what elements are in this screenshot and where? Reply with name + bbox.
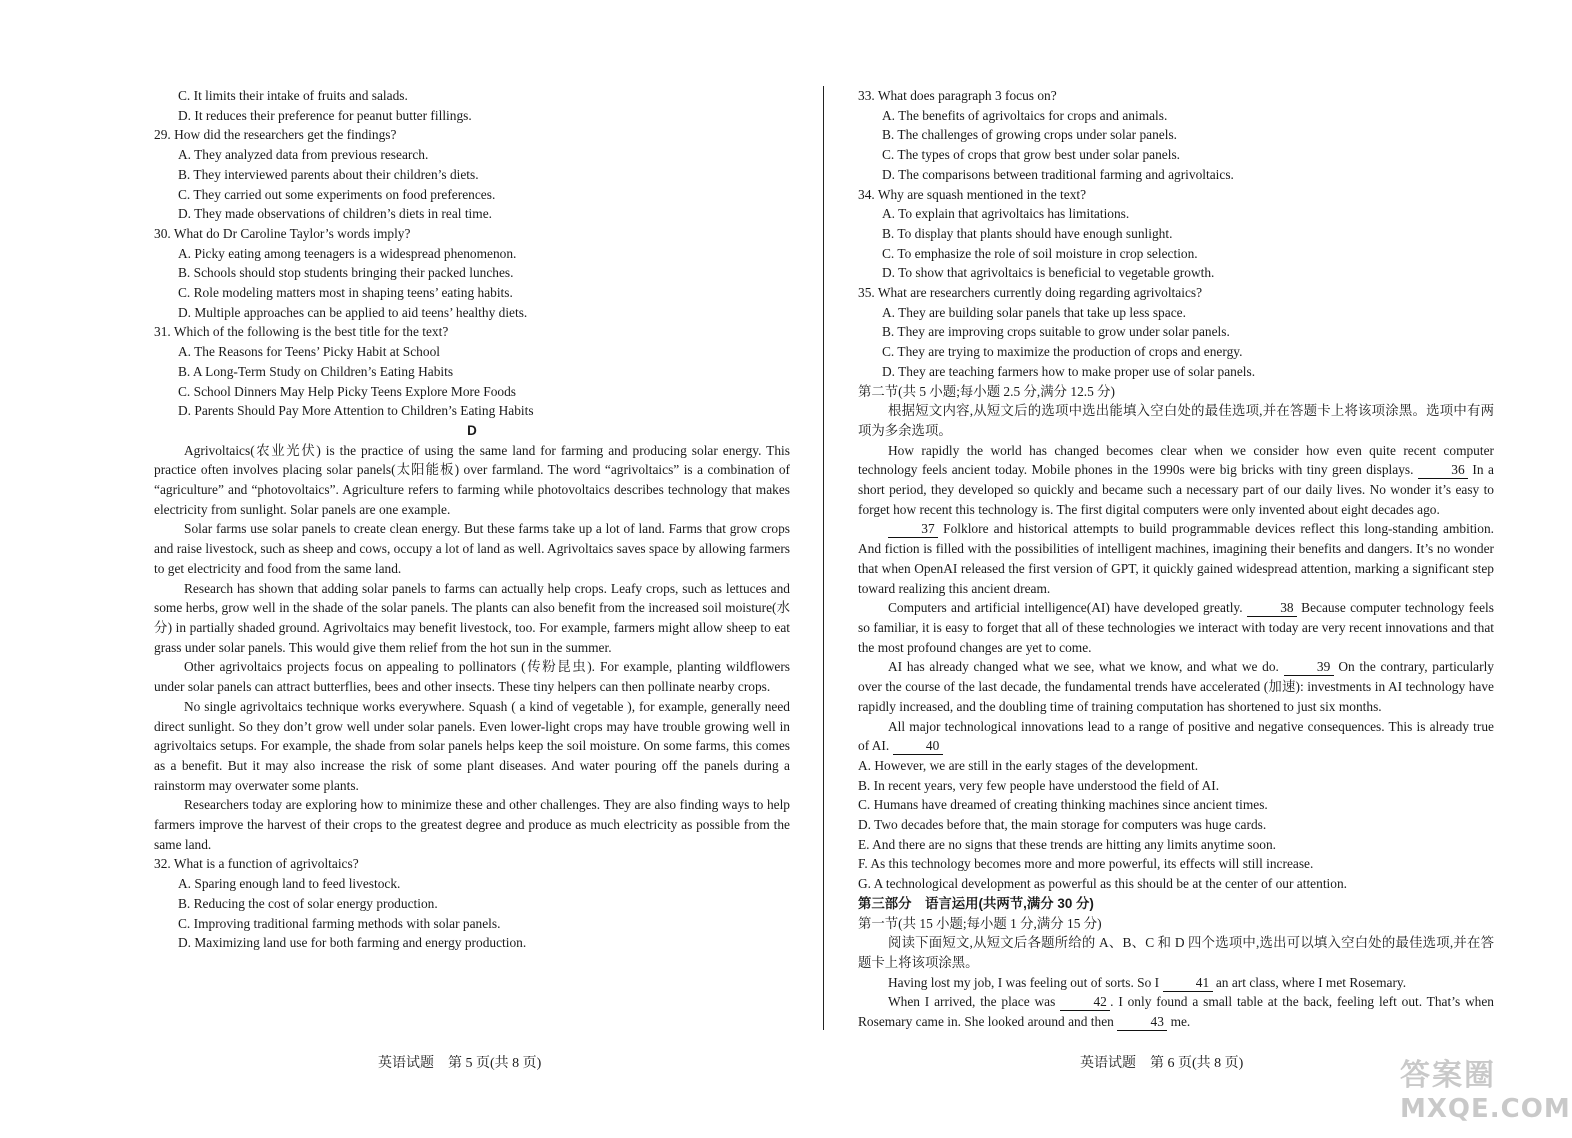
q35-stem: 35. What are researchers currently doing regarding agrivoltaics? [858,285,1203,301]
cloze-text: On the contrary, particularly over the course of the last decade, the fundamental trends have accelerated (加速): investments in AI technology have rapidly increased, and the doubling time of training computation has shortened to just six months. [858,659,1494,714]
cloze-paragraph-2 [858,519,1494,598]
footer-page-6: 英语试题 第 6 页(共 8 页) [1080,1056,1244,1071]
q29-option-b: B. They interviewed parents about their children’s diets. [178,166,479,182]
cloze-text: Computers and artificial intelligence(AI) have developed greatly. [888,600,1243,616]
cloze-text: All major technological innovations lead to a range of positive and negative consequences. This is already true of AI. [858,718,1494,754]
blank-37[interactable]: 37 [888,521,938,538]
q31-stem: 31. Which of the following is the best title for the text? [154,324,449,340]
q31-option-c: C. School Dinners May Help Picky Teens Explore More Foods [178,383,517,399]
cloze-text: Folklore and historical attempts to build programmable devices reflect this long-standing ambition. And fiction is filled with the possibilities of intelligent machines, imagining their benefits and dangers. It’s no wonder that when OpenAI released the first version of GPT, it quickly gained widespread attention, marking a significant step toward realizing this ancient dream. [858,521,1494,596]
q29-option-a: A. They analyzed data from previous research. [178,147,429,163]
q34-option-b: B. To display that plants should have enough sunlight. [882,225,1173,241]
q34-option-a: A. To explain that agrivoltaics has limitations. [882,206,1130,222]
q33-option-c: C. The types of crops that grow best under solar panels. [882,147,1181,163]
blank-41[interactable]: 41 [1163,975,1213,992]
watermark-url: MXQE.COM [1400,1094,1571,1124]
q31-option-a: A. The Reasons for Teens’ Picky Habit at School [178,344,440,360]
q33-stem: 33. What does paragraph 3 focus on? [858,88,1057,103]
q31-option-d: D. Parents Should Pay More Attention to Children’s Eating Habits [178,403,534,419]
cloze-text: Having lost my job, I was feeling out of sorts. So I [888,974,1160,990]
blank-42[interactable]: 42 [1060,994,1110,1011]
cloze-paragraph-4 [858,657,1494,716]
blank-38[interactable]: 38 [1247,600,1297,617]
q35-option-a: A. They are building solar panels that take up less space. [882,304,1186,320]
q30-option-b: B. Schools should stop students bringing their packed lunches. [178,265,514,281]
q30-option-c: C. Role modeling matters most in shaping teens’ eating habits. [178,285,513,301]
passage-d-paragraph: Solar farms use solar panels to create clean energy. But these farms take up a lot of land. Farms that grow crops and raise livestock, such as sheep and cows, occupy a lot of land as well. Agrivoltaics saves space by allowing farmers to get electricity and food from the same land. [154,521,790,576]
q31-option-b: B. A Long-Term Study on Children’s Eating Habits [178,363,454,379]
q35-option-c: C. They are trying to maximize the production of crops and energy. [882,344,1243,360]
q29-option-c: C. They carried out some experiments on food preferences. [178,186,496,202]
section2-option-b: B. In recent years, very few people have understood the field of AI. [858,777,1220,793]
blank-36[interactable]: 36 [1418,462,1468,479]
passage-d-paragraph: No single agrivoltaics technique works everywhere. Squash ( a kind of vegetable ), for example, generally need direct sunlight. So they don’t grow well under solar panels. Even lower-light crops may have trouble growing well in agrivoltaics setups. For example, the shade from solar panels helps keep the soil moisture. On some farms, this comes as a benefit. But it may also increase the risk of some plant diseases. And water pouring off the panels during a rainstorm may overwater some plants. [154,698,790,793]
q34-option-c: C. To emphasize the role of soil moisture in crop selection. [882,245,1198,261]
right-page [858,86,1494,1032]
blank-43[interactable]: 43 [1117,1014,1167,1031]
section2-option-f: F. As this technology becomes more and more powerful, its effects will still increase. [858,856,1314,872]
section2-option-d: D. Two decades before that, the main storage for computers was huge cards. [858,817,1267,833]
page-divider [823,86,824,1030]
q34-option-d: D. To show that agrivoltaics is beneficial to vegetable growth. [882,265,1215,281]
part3-subtitle: 第一节(共 15 小题;每小题 1 分,满分 15 分) [858,915,1102,931]
cloze-paragraph-3 [858,598,1494,657]
cloze-text: Because computer technology feels so familiar, it is easy to forget that all of these technologies we interact with today are very recent innovations and that the most profound changes are yet to come. [858,600,1494,655]
passage-d-paragraph: Other agrivoltaics projects focus on appealing to pollinators (传粉昆虫). For example, planting wildflowers under solar panels can attract butterflies, bees and other insects. These tiny helpers can then pollinate nearby crops. [154,659,790,695]
q30-option-a: A. Picky eating among teenagers is a widespread phenomenon. [178,245,517,261]
q29-option-d: D. They made observations of children’s diets in real time. [178,206,492,222]
cloze-text: When I arrived, the place was [888,994,1056,1010]
q35-option-d: D. They are teaching farmers how to make proper use of solar panels. [882,363,1256,379]
q33-option-d: D. The comparisons between traditional farming and agrivoltaics. [882,166,1234,182]
passage-d-heading: D [467,422,477,438]
passage-d-paragraph: Researchers today are exploring how to minimize these and other challenges. They are also finding ways to help farmers improve the harvest of their crops to the greatest degree and produce as much electricity as possible from the same land. [154,797,790,852]
q30-option-d: D. Multiple approaches can be applied to aid teens’ healthy diets. [178,304,528,320]
cloze2-line-1 [858,973,1494,993]
blank-39[interactable]: 39 [1284,659,1334,676]
cloze-text: AI has already changed what we see, what we know, and what we do. [888,659,1279,675]
q28-option-d: D. It reduces their preference for peanut butter fillings. [178,107,472,123]
watermark-text: 答案圈 [1400,1058,1496,1093]
section2-option-a: A. However, we are still in the early stages of the development. [858,757,1199,773]
cloze-text: an art class, where I met Rosemary. [1215,974,1407,990]
section2-option-c: C. Humans have dreamed of creating thinking machines since ancient times. [858,797,1268,813]
part3-title: 第三部分 语言运用(共两节,满分 30 分) [858,895,1094,911]
cloze-paragraph-1 [858,441,1494,520]
left-page [154,86,790,953]
q32-option-c: C. Improving traditional farming methods with solar panels. [178,915,501,931]
q33-option-b: B. The challenges of growing crops under solar panels. [882,127,1178,143]
cloze-text: me. [1170,1014,1191,1030]
section2-title: 第二节(共 5 小题;每小题 2.5 分,满分 12.5 分) [858,383,1116,399]
cloze-text: How rapidly the world has changed becomes clear when we consider how even quite recent computer technology feels ancient today. Mobile phones in the 1990s were big bricks with tiny green displays. [858,442,1494,478]
section2-option-g: G. A technological development as powerful as this should be at the center of our attention. [858,876,1347,892]
q35-option-b: B. They are improving crops suitable to grow under solar panels. [882,324,1230,340]
q32-option-b: B. Reducing the cost of solar energy production. [178,895,438,911]
cloze-text: . I only found a small table at the back, feeling left out. That’s when Rosemary came in. She looked around and then [858,994,1494,1030]
q32-stem: 32. What is a function of agrivoltaics? [154,856,359,872]
q28-option-c: C. It limits their intake of fruits and salads. [178,88,408,103]
q30-stem: 30. What do Dr Caroline Taylor’s words imply? [154,225,411,241]
watermark-logo [1400,1050,1572,1138]
cloze2-line-2 [858,992,1494,1031]
part3-instruction: 阅读下面短文,从短文后各题所给的 A、B、C 和 D 四个选项中,选出可以填入空白处的最佳选项,并在答题卡上将该项涂黑。 [858,935,1494,970]
passage-d-paragraph: Research has shown that adding solar panels to farms can actually help crops. Leafy crops, such as lettuces and some herbs, grow well in the shade of the solar panels. The plants can also benefit from the increased soil moisture(水分) in partially shaded ground. Agrivoltaics may benefit livestock, too. For example, farmers might allow sheep to eat grass under solar panels. This would give them relief from the hot sun in the summer. [154,580,790,655]
section2-option-e: E. And there are no signs that these trends are hitting any limits anytime soon. [858,836,1276,852]
q32-option-a: A. Sparing enough land to feed livestock. [178,876,401,892]
passage-d-paragraph: Agrivoltaics(农业光伏) is the practice of using the same land for farming and producing solar energy. This practice often involves placing solar panels(太阳能板) over farmland. The word “agrivoltaics” is a combination of “agriculture” and “photovoltaics”. Agriculture refers to farming while photovoltaics describes technology that makes electricity from sunlight. Solar panels are one example. [154,442,790,517]
q34-stem: 34. Why are squash mentioned in the text? [858,186,1087,202]
q32-option-d: D. Maximizing land use for both farming and energy production. [178,935,527,951]
q33-option-a: A. The benefits of agrivoltaics for crops and animals. [882,107,1168,123]
blank-40[interactable]: 40 [893,738,943,755]
section2-instruction: 根据短文内容,从短文后的选项中选出能填入空白处的最佳选项,并在答题卡上将该项涂黑。选项中有两项为多余选项。 [858,403,1494,438]
cloze-text: In a short period, they developed so quickly and became such a necessary part of our daily lives. No wonder it’s easy to forget how recent this technology is. The first digital computers were only invented about eight decades ago. [858,462,1494,517]
footer-page-5: 英语试题 第 5 页(共 8 页) [378,1056,542,1071]
q29-stem: 29. How did the researchers get the findings? [154,127,397,143]
cloze-paragraph-5 [858,717,1494,756]
